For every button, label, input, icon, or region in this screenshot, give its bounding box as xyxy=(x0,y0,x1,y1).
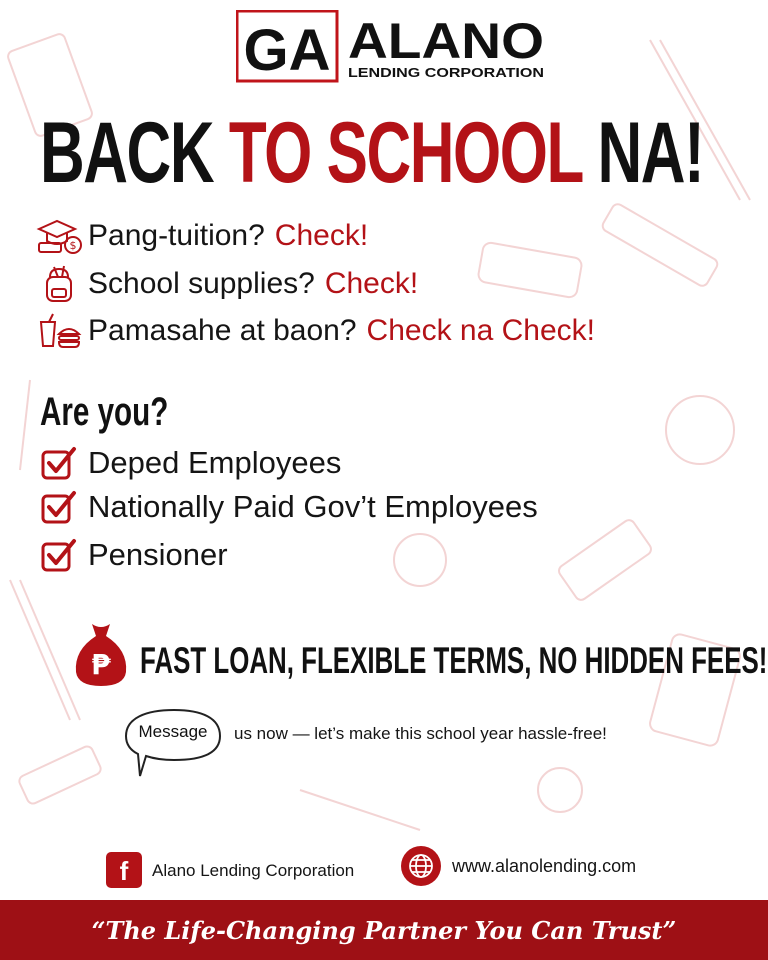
website-link[interactable]: www.alanolending.com xyxy=(452,856,637,876)
message-button-label: Message xyxy=(138,722,208,741)
svg-text:ALANO: ALANO xyxy=(348,13,544,69)
check-question: School supplies? xyxy=(88,267,315,300)
fast-food-icon xyxy=(34,311,84,351)
footer-banner xyxy=(0,900,768,960)
eligibility-item xyxy=(40,534,228,576)
checkbox-checked-icon xyxy=(40,487,80,527)
facebook-page-name[interactable]: Alano Lending Corporation xyxy=(152,861,355,880)
facebook-icon[interactable]: f xyxy=(106,852,142,888)
svg-text:GA: GA xyxy=(243,18,331,83)
alano-lending-logo xyxy=(236,10,548,84)
offer-tagline: FAST LOAN, FLEXIBLE TERMS, NO HIDDEN FEES! xyxy=(140,640,768,681)
speech-bubble-icon xyxy=(122,706,226,780)
check-row-supplies xyxy=(34,262,418,306)
headline-part-3: NA! xyxy=(581,105,704,201)
check-answer: Check! xyxy=(324,267,419,300)
globe-icon[interactable] xyxy=(400,845,442,887)
eligibility-label: Deped Employees xyxy=(88,445,342,480)
headline-part-1: BACK xyxy=(40,105,229,201)
backpack-icon xyxy=(34,264,84,304)
peso-money-bag-icon xyxy=(72,620,130,688)
eligibility-title: Are you? xyxy=(40,390,169,434)
svg-text:₱: ₱ xyxy=(91,648,111,681)
check-question: Pang-tuition? xyxy=(88,219,265,252)
check-question: Pamasahe at baon? xyxy=(88,314,357,347)
graduation-money-icon xyxy=(34,216,84,256)
check-row-tuition xyxy=(34,214,368,258)
headline xyxy=(40,105,704,201)
footer-slogan: “The Life-Changing Partner You Can Trust” xyxy=(91,915,677,945)
eligibility-item xyxy=(40,442,341,484)
checkbox-checked-icon xyxy=(40,535,80,575)
svg-text:LENDING CORPORATION: LENDING CORPORATION xyxy=(348,65,544,80)
check-row-baon xyxy=(34,309,595,353)
check-answer: Check na Check! xyxy=(366,314,595,347)
message-text: us now — let’s make this school year hassle-free! xyxy=(234,724,607,743)
headline-part-2: TO SCHOOL xyxy=(228,105,582,201)
eligibility-label: Nationally Paid Gov’t Employees xyxy=(88,489,538,524)
svg-text:$: $ xyxy=(69,239,77,252)
checkbox-checked-icon xyxy=(40,443,80,483)
check-answer: Check! xyxy=(274,219,369,252)
eligibility-label: Pensioner xyxy=(88,537,228,572)
eligibility-item xyxy=(40,486,538,528)
